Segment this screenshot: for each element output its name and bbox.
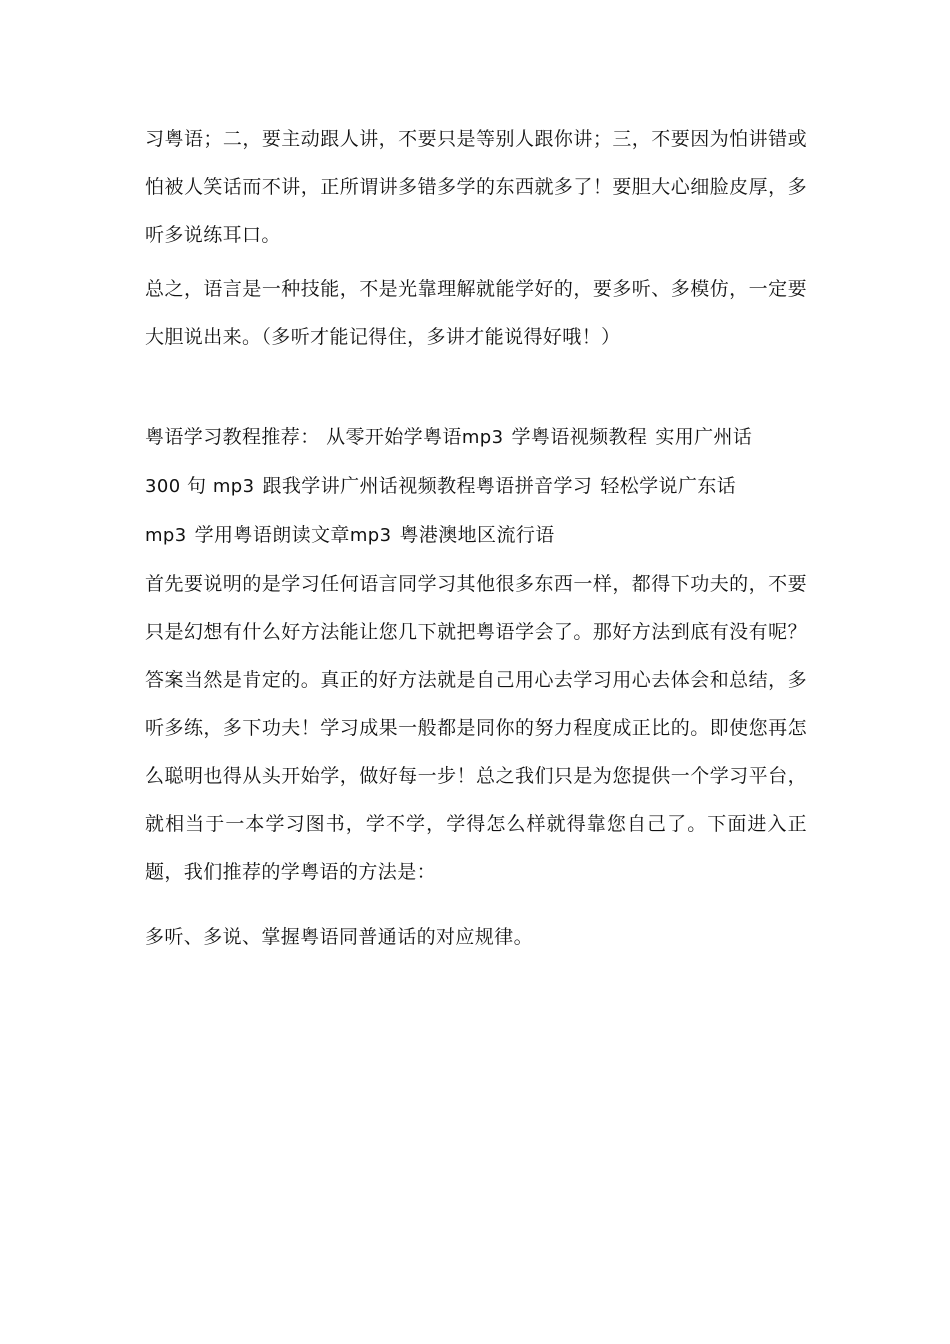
- link-cantonese-video-course[interactable]: [512, 426, 648, 448]
- link-cantonese-reading-mp3[interactable]: [195, 524, 392, 546]
- paragraph-method-intro: 首先要说明的是学习任何语言同学习其他很多东西一样，都得下功夫的，不要只是幻想有什么好方法能让您几下就把粤语学会了。那好方法到底有没有呢？答案当然是肯定的。真正的好方法就是自己用心去学习用心去体会和总结，多听多练，多下功夫！学习成果一般都是同你的努力程度成正比的。即使您再怎么聪明也得从头开始学，做好每一步！总之我们只是为您提供一个学习平台，就相当于一本学习图书，学不学，学得怎么样就得靠您自己了。下面进入正题，我们推荐的学粤语的方法是：: [145, 573, 807, 883]
- link-text: 学粤语视频教程: [511, 426, 648, 448]
- recommend-label: 粤语学习教程推荐：: [145, 426, 320, 448]
- link-text: 实用广州话: [655, 426, 753, 448]
- link-zero-start-cantonese[interactable]: [326, 426, 503, 448]
- link-text: 粤港澳地区流行语: [399, 524, 555, 546]
- link-hk-macau-slang[interactable]: [399, 524, 554, 546]
- link-text-latin: 300: [145, 476, 181, 497]
- link-text: 句: [187, 475, 207, 497]
- link-text: 学用粤语朗读文章: [194, 524, 350, 546]
- link-text-latin: mp3: [349, 525, 392, 546]
- recommend-paragraph: [145, 413, 807, 560]
- paragraph-summary: 总之，语言是一种技能，不是光靠理解就能学好的，要多听、多模仿，一定要大胆说出来。（多听才能记得住，多讲才能说得好哦！）: [145, 278, 807, 348]
- link-text-latin: mp3: [461, 427, 504, 448]
- link-text: 跟我学讲广州话视频教程粤语拼音学习: [262, 475, 593, 497]
- link-text-latin: mp3: [145, 525, 187, 546]
- paragraph-tips-continued: 习粤语；二，要主动跟人讲，不要只是等别人跟你讲；三，不要因为怕讲错或怕被人笑话而不讲，正所谓讲多错多学的东西就多了！要胆大心细脸皮厚，多听多说练耳口。: [145, 128, 807, 246]
- paragraph-method: 多听、多说、掌握粤语同普通话的对应规律。: [145, 926, 534, 948]
- link-learn-guangzhou-video-pinyin[interactable]: [263, 475, 593, 497]
- link-text: 从零开始学粤语: [326, 426, 462, 448]
- link-text-latin: mp3: [212, 476, 255, 497]
- link-text: 轻松学说广东话: [600, 475, 737, 497]
